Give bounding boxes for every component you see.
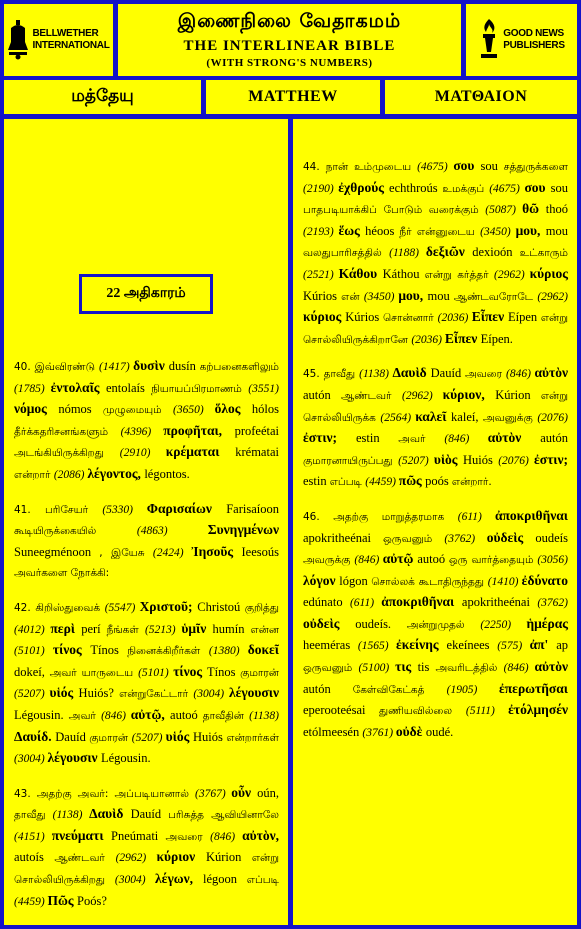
transliteration: lógon bbox=[339, 573, 372, 588]
strongs-number: (2910) bbox=[119, 447, 166, 460]
strongs-number: (3450) bbox=[363, 290, 399, 303]
strongs-number: (1138) bbox=[52, 809, 90, 822]
greek-word: ἐτόλμησέν bbox=[508, 702, 568, 718]
tamil-text: அவர் bbox=[68, 709, 102, 722]
transliteration: edúnato bbox=[303, 595, 350, 610]
transliteration: mou bbox=[545, 223, 568, 238]
tamil-text: என்று கர்த்தர் bbox=[424, 268, 494, 281]
greek-word: οὐδεὶς bbox=[303, 615, 356, 631]
good-news-logo bbox=[478, 19, 564, 61]
greek-word: ἐχθρούς bbox=[338, 179, 390, 195]
tamil-text: எப்படி bbox=[246, 874, 279, 887]
strongs-number: (5547) bbox=[104, 601, 140, 614]
tamil-text: என்று சொல்லியிருக்கிறானே bbox=[303, 312, 568, 346]
tamil-text: அவரை bbox=[165, 830, 211, 843]
tamil-text: சத்துருக்களை bbox=[503, 161, 568, 173]
strongs-number: (1565) bbox=[357, 640, 396, 653]
transliteration: entolaís bbox=[105, 380, 152, 395]
tamil-text: முழுமையும் bbox=[102, 404, 173, 417]
tamil-text: 41. பரிசேயர் bbox=[14, 503, 103, 516]
transliteration: ekeínees bbox=[446, 638, 498, 653]
transliteration: ap bbox=[556, 638, 568, 653]
greek-word: Κάθου bbox=[338, 265, 383, 281]
strongs-number: (2086) bbox=[53, 468, 88, 481]
book-name-english: MATTHEW bbox=[248, 88, 338, 105]
greek-word: ἕως bbox=[338, 222, 366, 238]
transliteration: Huiós bbox=[192, 729, 227, 744]
strongs-number: (3056) bbox=[537, 554, 568, 567]
transliteration: mou bbox=[427, 288, 454, 303]
greek-word: ἐστιν; bbox=[533, 451, 568, 467]
strongs-number: (1785) bbox=[14, 382, 51, 395]
transliteration: Pneúmati bbox=[111, 828, 166, 843]
greek-word: λέγουσιν bbox=[47, 750, 101, 766]
strongs-number: (4012) bbox=[14, 623, 51, 636]
bellwether-logo-line2: INTERNATIONAL bbox=[32, 40, 110, 51]
strongs-number: (4459) bbox=[365, 476, 399, 489]
strongs-number: (1410) bbox=[487, 575, 522, 588]
transliteration: Kúrios bbox=[303, 288, 342, 303]
greek-word: υἱός bbox=[49, 685, 79, 701]
strongs-number: (4675) bbox=[489, 182, 525, 195]
greek-word: λόγον bbox=[303, 572, 340, 588]
strongs-number: (2036) bbox=[411, 333, 445, 346]
greek-word: πῶς bbox=[398, 473, 426, 489]
greek-word: οὖν bbox=[231, 784, 258, 800]
greek-word: κρέμαται bbox=[165, 444, 236, 460]
title-subtitle: (WITH STRONG'S NUMBERS) bbox=[206, 57, 373, 69]
greek-word: ἀποκριθῆναι bbox=[494, 507, 568, 523]
tamil-text: உட்காரும் bbox=[519, 247, 568, 260]
bellwether-logo-line1: BELLWETHER bbox=[32, 28, 99, 39]
strongs-number: (5111) bbox=[465, 705, 509, 718]
strongs-number: (2193) bbox=[303, 225, 339, 238]
transliteration: dokeí, bbox=[14, 664, 50, 679]
greek-word: ἐντολαῖς bbox=[50, 379, 106, 395]
strongs-number: (2076) bbox=[537, 411, 568, 424]
strongs-number: (2424) bbox=[152, 546, 192, 559]
tamil-text: 45. தாவீது bbox=[303, 368, 360, 381]
greek-word: ἀπ' bbox=[529, 637, 557, 653]
strongs-number: (5207) bbox=[14, 688, 50, 701]
strongs-number: (2250) bbox=[480, 618, 527, 631]
tamil-text: குறித்து bbox=[244, 601, 279, 614]
greek-word: νόμος bbox=[14, 401, 59, 417]
tamil-text: நீர் என்னுடைய bbox=[399, 225, 481, 238]
strongs-number: (2076) bbox=[498, 454, 534, 467]
tamil-text: ஆண்டவர் bbox=[54, 852, 116, 865]
transliteration: eperooteésai bbox=[303, 703, 380, 718]
strongs-number: (4459) bbox=[14, 895, 48, 908]
greek-word: Χριστοῦ; bbox=[139, 598, 198, 614]
tamil-text: 46. அதற்கு மாறுத்தரமாக bbox=[303, 510, 458, 523]
strongs-number: (2962) bbox=[493, 268, 530, 281]
verse-paragraph bbox=[14, 783, 279, 913]
greek-word: περὶ bbox=[50, 620, 82, 636]
strongs-number: (4151) bbox=[14, 830, 52, 843]
transliteration: krématai bbox=[235, 445, 279, 460]
tamil-text: நினைக்கிறீர்கள் bbox=[127, 645, 209, 658]
transliteration: Huiós bbox=[463, 452, 499, 467]
book-greek-panel bbox=[385, 80, 577, 114]
strongs-number: (2036) bbox=[437, 312, 472, 325]
tamil-text: அவனுக்கு bbox=[482, 411, 538, 424]
good-news-logo-line1: GOOD NEWS bbox=[503, 28, 564, 39]
tamil-text: தீர்க்கதரிசனங்களும் bbox=[14, 425, 121, 438]
greek-word: Συνηγμένων bbox=[207, 522, 279, 538]
book-english-panel bbox=[206, 80, 380, 114]
tamil-text: , இயேசு bbox=[99, 546, 153, 559]
strongs-number: (611) bbox=[457, 510, 495, 523]
tamil-text: என்று சொல்லியிருக்க bbox=[303, 389, 568, 424]
tamil-text: 40. இவ்விரண்டு bbox=[14, 361, 99, 373]
tamil-text: ஆண்டவரோடே bbox=[453, 290, 538, 303]
transliteration: oún, bbox=[257, 785, 279, 800]
tamil-text: தாவீதின் bbox=[202, 709, 250, 722]
transliteration: dusín bbox=[168, 359, 200, 373]
tamil-text: என்றார்கள் bbox=[226, 731, 279, 744]
transliteration: Kúrion bbox=[495, 387, 541, 402]
greek-word: κύριον, bbox=[442, 386, 496, 402]
tamil-text: ஆண்டவர் bbox=[341, 389, 402, 402]
title-english: THE INTERLINEAR BIBLE bbox=[183, 38, 396, 54]
greek-word: πνεύματι bbox=[51, 827, 112, 843]
tamil-text: என்றுகேட்டார் bbox=[119, 688, 194, 701]
greek-word: Πῶς bbox=[47, 892, 77, 908]
tamil-text: 44. நான் உம்முடைய bbox=[303, 161, 418, 173]
tamil-text: கேள்விகேட்கத் bbox=[352, 683, 447, 696]
tamil-text: அவர்களை நோக்கி: bbox=[14, 567, 110, 580]
strongs-number: (3762) bbox=[444, 532, 487, 545]
greek-word: τίνος bbox=[173, 663, 208, 679]
strongs-number: (3551) bbox=[248, 382, 279, 395]
greek-word: αὐτῷ bbox=[382, 551, 418, 567]
verse-paragraph bbox=[303, 363, 568, 493]
tamil-text: வலதுபாரிசத்தில் bbox=[303, 247, 390, 260]
transliteration: oudeís bbox=[535, 530, 568, 545]
transliteration: Dauíd bbox=[55, 729, 90, 744]
transliteration: heeméras bbox=[303, 638, 358, 653]
transliteration: héoos bbox=[365, 223, 400, 238]
tamil-text: 42. கிறிஸ்துவைக் bbox=[14, 601, 105, 614]
transliteration: estin bbox=[303, 474, 330, 489]
greek-word: υἱὸς bbox=[433, 451, 464, 467]
strongs-number: (5207) bbox=[398, 454, 434, 467]
strongs-number: (846) bbox=[503, 662, 535, 675]
transliteration: Farisaíoon bbox=[226, 501, 279, 516]
transliteration: Kúrion bbox=[205, 850, 252, 865]
strongs-number: (1380) bbox=[208, 645, 248, 658]
tamil-text: தாவீது bbox=[14, 809, 53, 822]
greek-word: ἐστιν; bbox=[303, 430, 356, 446]
greek-word: αὐτῷ, bbox=[130, 706, 171, 722]
tamil-text: அவருக்கு bbox=[303, 554, 355, 567]
greek-word: τίνος bbox=[52, 642, 91, 658]
transliteration: Poós? bbox=[77, 893, 107, 908]
torch-icon bbox=[478, 19, 500, 61]
tamil-text: எப்படி bbox=[329, 476, 366, 489]
greek-word: ἀποκριθῆναι bbox=[381, 594, 462, 610]
transliteration: sou bbox=[550, 180, 568, 195]
strongs-number: (2962) bbox=[537, 290, 568, 303]
strongs-number: (3650) bbox=[173, 404, 215, 417]
greek-word: δυσὶν bbox=[133, 358, 169, 373]
strongs-number: (575) bbox=[497, 640, 530, 653]
strongs-number: (5101) bbox=[138, 666, 174, 679]
transliteration: thoó bbox=[545, 202, 568, 217]
tamil-text: கற்பனைகளிலும் bbox=[199, 361, 279, 373]
greek-word: θῶ bbox=[522, 201, 546, 217]
transliteration: nómos bbox=[58, 402, 103, 417]
tamil-text: பரிசுத்த ஆவியினாலே bbox=[168, 809, 279, 822]
transliteration: Huiós? bbox=[78, 686, 120, 701]
transliteration: apokritheénai bbox=[303, 530, 383, 545]
tamil-text: பாதபடியாக்கிப் போடும் வரைக்கும் bbox=[303, 204, 486, 217]
greek-word: Ἰησοῦς bbox=[191, 543, 242, 559]
transliteration: etólmeesén bbox=[303, 724, 363, 739]
greek-word: Δαυίδ. bbox=[14, 728, 56, 744]
greek-word: υἱός bbox=[165, 728, 193, 744]
strongs-number: (2521) bbox=[303, 268, 339, 281]
greek-word: προφῆται, bbox=[163, 422, 235, 438]
transliteration: légontos. bbox=[144, 466, 190, 481]
greek-word: Εἶπεν bbox=[444, 330, 481, 346]
strongs-number: (5101) bbox=[14, 645, 53, 658]
transliteration: Kúrios bbox=[345, 310, 383, 325]
transliteration: oudé. bbox=[425, 724, 454, 739]
tamil-text: குமாரனாயிருப்பது bbox=[303, 454, 399, 467]
greek-word: ὅλος bbox=[214, 401, 252, 417]
transliteration: echthroús bbox=[389, 180, 443, 195]
left-verse-list bbox=[14, 356, 279, 912]
strongs-number: (2564) bbox=[380, 411, 416, 424]
transliteration: autón bbox=[303, 387, 341, 402]
tamil-text: அவரை bbox=[464, 368, 507, 381]
greek-word: ἐδύνατο bbox=[521, 572, 568, 588]
strongs-number: (5330) bbox=[102, 503, 147, 516]
transliteration: autoó bbox=[170, 707, 203, 722]
tamil-text: அன்றுமுதல் bbox=[406, 618, 481, 631]
greek-word: μου, bbox=[398, 287, 428, 303]
strongs-number: (2962) bbox=[115, 852, 157, 865]
transliteration: Ieesoús bbox=[241, 544, 279, 559]
strongs-number: (4675) bbox=[417, 161, 454, 173]
tamil-text: என் bbox=[341, 290, 364, 303]
greek-word: αὐτὸν bbox=[534, 365, 568, 381]
verse-paragraph bbox=[303, 506, 568, 744]
strongs-number: (3004) bbox=[14, 753, 48, 766]
book-tamil-panel bbox=[4, 80, 201, 114]
tamil-text: நியாயப்பிரமாணம் bbox=[151, 382, 249, 395]
strongs-number: (3767) bbox=[195, 787, 232, 800]
greek-word: τις bbox=[395, 659, 418, 675]
strongs-number: (4396) bbox=[120, 425, 164, 438]
transliteration: sou bbox=[480, 159, 504, 173]
tamil-text: என்ன bbox=[250, 623, 279, 636]
strongs-number: (1905) bbox=[446, 683, 500, 696]
strongs-number: (1138) bbox=[249, 709, 279, 722]
greek-word: οὐδεὶς bbox=[486, 529, 536, 545]
greek-word: καλεῖ bbox=[415, 408, 452, 424]
transliteration: profeétai bbox=[234, 423, 279, 438]
transliteration: Káthou bbox=[382, 266, 425, 281]
verse-paragraph bbox=[303, 156, 568, 350]
strongs-number: (1188) bbox=[389, 247, 426, 260]
greek-word: Δαυὶδ bbox=[392, 365, 431, 381]
transliteration: Tínos bbox=[207, 664, 241, 679]
strongs-number: (611) bbox=[349, 597, 382, 610]
bellwether-logo-panel bbox=[4, 4, 113, 76]
greek-word: ἐκείνης bbox=[395, 637, 447, 653]
strongs-number: (2190) bbox=[303, 182, 339, 195]
transliteration: dexioón bbox=[472, 245, 520, 260]
tamil-text: குமாரன் bbox=[89, 731, 132, 744]
transliteration: perí bbox=[81, 621, 107, 636]
transliteration: oudeís. bbox=[355, 616, 407, 631]
strongs-number: (4863) bbox=[136, 525, 208, 538]
greek-word: δοκεῖ bbox=[247, 642, 279, 658]
transliteration: Eípen bbox=[508, 310, 541, 325]
verse-paragraph bbox=[14, 499, 279, 584]
tamil-text: நீங்கள் bbox=[106, 623, 145, 636]
transliteration: poós bbox=[425, 474, 452, 489]
strongs-number: (1138) bbox=[359, 368, 393, 381]
strongs-number: (3004) bbox=[114, 874, 156, 887]
good-news-logo-panel bbox=[466, 4, 577, 76]
tamil-text: என்று சொல்லியிருக்கிறது bbox=[14, 852, 279, 887]
tamil-text: ஒரு வார்த்தையும் bbox=[448, 554, 538, 567]
greek-word: κύριος bbox=[529, 265, 568, 281]
tamil-text: உமக்குப் bbox=[442, 182, 490, 195]
strongs-number: (5087) bbox=[485, 204, 523, 217]
tamil-text: ஒருவனும் bbox=[303, 662, 359, 675]
tamil-text: ஒருவனும் bbox=[382, 532, 445, 545]
greek-word: μου, bbox=[515, 222, 546, 238]
strongs-number: (3450) bbox=[480, 225, 516, 238]
transliteration: Légousin. bbox=[14, 707, 69, 722]
greek-word: λέγων, bbox=[155, 871, 204, 887]
strongs-number: (3761) bbox=[362, 726, 396, 739]
transliteration: Christoú bbox=[197, 599, 245, 614]
greek-word: λέγουσιν bbox=[228, 685, 279, 701]
strongs-number: (846) bbox=[444, 433, 488, 446]
left-column bbox=[4, 119, 288, 925]
tamil-text: சொன்னார் bbox=[382, 312, 438, 325]
right-verse-list bbox=[303, 156, 568, 743]
strongs-number: (2962) bbox=[401, 389, 443, 402]
transliteration: légoon bbox=[203, 872, 247, 887]
greek-word: Φαρισαίων bbox=[146, 500, 227, 516]
transliteration: Dauíd bbox=[130, 807, 169, 822]
book-name-tamil: மத்தேயு bbox=[71, 86, 134, 106]
verse-paragraph bbox=[14, 356, 279, 486]
transliteration: estin bbox=[355, 431, 399, 446]
transliteration: autón bbox=[303, 681, 353, 696]
transliteration: kaleí, bbox=[451, 409, 483, 424]
greek-word: ἡμέρας bbox=[526, 615, 568, 631]
strongs-number: (1417) bbox=[99, 361, 134, 373]
greek-word: Εἶπεν bbox=[471, 309, 509, 325]
tamil-text: என்றார். bbox=[451, 476, 492, 489]
greek-word: κύριος bbox=[303, 309, 346, 325]
transliteration: humín bbox=[212, 621, 251, 636]
transliteration: Tínos bbox=[90, 643, 128, 658]
strongs-number: (846) bbox=[210, 830, 243, 843]
tamil-text: அடங்கியிருக்கிறது bbox=[14, 447, 120, 460]
strongs-number: (5100) bbox=[358, 662, 396, 675]
greek-word: σου bbox=[453, 158, 481, 173]
tamil-text: கூடியிருக்கையில் bbox=[14, 525, 137, 538]
tamil-text: துணியவில்லை bbox=[379, 705, 466, 718]
good-news-logo-line2: PUBLISHERS bbox=[503, 40, 565, 51]
transliteration: Légousin. bbox=[100, 751, 151, 766]
greek-word: σου bbox=[524, 179, 551, 195]
verse-paragraph bbox=[14, 597, 279, 770]
transliteration: autón bbox=[540, 431, 568, 446]
book-name-greek: ΜΑΤΘΑΙΟΝ bbox=[434, 88, 528, 105]
transliteration: autoís bbox=[14, 850, 55, 865]
greek-word: αὐτὸν, bbox=[242, 827, 279, 843]
strongs-number: (846) bbox=[354, 554, 383, 567]
transliteration: apokritheénai bbox=[461, 595, 538, 610]
transliteration: tis bbox=[417, 660, 436, 675]
greek-word: δεξιῶν bbox=[425, 244, 473, 260]
greek-word: Δαυὶδ bbox=[89, 806, 131, 822]
title-panel bbox=[118, 4, 461, 76]
greek-word: ὑμῖν bbox=[181, 620, 213, 636]
tamil-text: என்றார் bbox=[14, 468, 54, 481]
tamil-text: சொல்லக் கூடாதிருந்தது bbox=[371, 575, 488, 588]
transliteration: hólos bbox=[251, 402, 279, 417]
transliteration: autoó bbox=[417, 552, 449, 567]
bell-icon bbox=[7, 20, 29, 60]
tamil-text: குமாரன் bbox=[240, 666, 279, 679]
transliteration: Dauíd bbox=[430, 366, 465, 381]
chapter-heading: 22 அதிகாரம் bbox=[79, 274, 213, 314]
title-tamil: இணைநிலை வேதாகமம் bbox=[177, 10, 402, 32]
strongs-number: (3762) bbox=[537, 597, 568, 610]
strongs-number: (846) bbox=[506, 368, 535, 381]
tamil-text: அவரிடத்தில் bbox=[435, 662, 504, 675]
bellwether-logo bbox=[7, 20, 109, 60]
greek-word: αὐτὸν bbox=[534, 659, 568, 675]
greek-word: οὐδὲ bbox=[395, 723, 426, 739]
greek-word: αὐτὸν bbox=[487, 430, 541, 446]
transliteration: Suneegménoon bbox=[14, 544, 100, 559]
greek-word: λέγοντος, bbox=[87, 465, 145, 481]
strongs-number: (3004) bbox=[193, 688, 229, 701]
tamil-text: அவர் யாருடைய bbox=[49, 666, 139, 679]
greek-word: κύριον bbox=[156, 849, 206, 865]
strongs-number: (5213) bbox=[144, 623, 182, 636]
greek-word: ἐπερωτῆσαι bbox=[499, 680, 568, 696]
transliteration: Eípen. bbox=[480, 331, 513, 346]
tamil-text: 43. அதற்கு அவர்: அப்படியானால் bbox=[14, 787, 196, 800]
right-column bbox=[293, 119, 577, 925]
tamil-text: அவர் bbox=[398, 433, 445, 446]
strongs-number: (846) bbox=[101, 709, 131, 722]
strongs-number: (5207) bbox=[131, 731, 166, 744]
